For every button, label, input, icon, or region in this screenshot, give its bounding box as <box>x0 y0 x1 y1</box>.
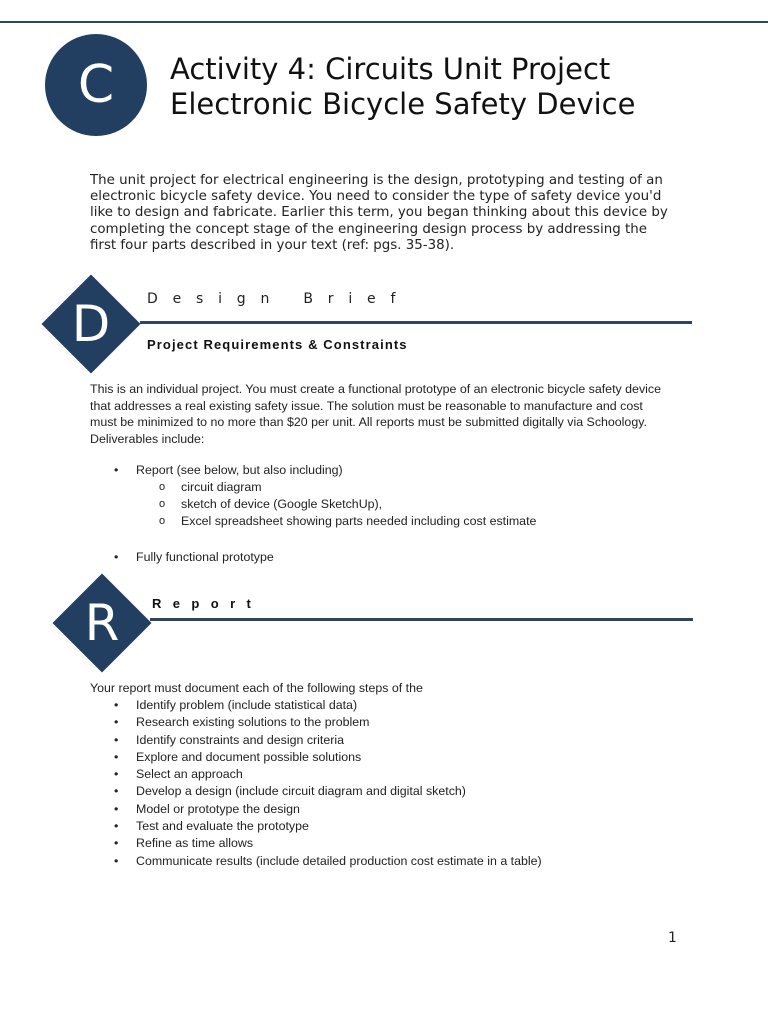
step-label: Select an approach <box>136 767 243 782</box>
bullet-symbol: • <box>114 819 119 834</box>
deliverable-label: Fully functional prototype <box>136 550 274 564</box>
deliverables-list-continued <box>90 549 274 566</box>
bullet-symbol: • <box>114 801 119 816</box>
list-item <box>90 714 542 731</box>
report-rule <box>150 618 693 621</box>
step-label: Communicate results (include detailed production cost estimate in a table) <box>136 853 542 868</box>
bullet-symbol: • <box>114 853 119 868</box>
list-item <box>90 732 542 749</box>
design-brief-badge-letter: D <box>71 295 111 353</box>
list-item <box>90 801 542 818</box>
design-brief-rule <box>140 321 692 324</box>
list-item <box>90 749 542 766</box>
report-heading: Report <box>152 596 263 611</box>
bullet-symbol: • <box>114 715 119 730</box>
report-intro: Your report must document each of the following steps of the <box>90 681 423 695</box>
activity-badge <box>45 34 147 136</box>
sub-item-label: sketch of device (Google SketchUp), <box>181 497 383 511</box>
bullet-symbol: • <box>114 749 119 764</box>
list-item <box>90 783 542 800</box>
deliverable-label: Report (see below, but also including) <box>136 463 343 477</box>
list-item <box>90 766 542 783</box>
report-badge <box>67 588 137 658</box>
list-item <box>136 496 536 513</box>
top-rule <box>0 21 768 23</box>
step-label: Develop a design (include circuit diagram and digital sketch) <box>136 784 466 799</box>
bullet-symbol: • <box>114 463 119 477</box>
list-item <box>90 697 542 714</box>
sub-bullet-symbol: o <box>159 498 166 510</box>
bullet-symbol: • <box>114 732 119 747</box>
deliverables-list <box>90 462 536 530</box>
requirements-subheading: Project Requirements & Constraints <box>147 337 408 352</box>
page-title <box>170 52 635 122</box>
list-item <box>90 462 536 530</box>
design-brief-heading: Design Brief <box>147 291 411 307</box>
step-label: Model or prototype the design <box>136 801 300 816</box>
deliverable-sub-list <box>136 479 536 530</box>
bullet-symbol: • <box>114 550 119 564</box>
list-item <box>90 853 542 870</box>
sub-bullet-symbol: o <box>159 481 166 493</box>
step-label: Test and evaluate the prototype <box>136 819 309 834</box>
step-label: Identify problem (include statistical data) <box>136 698 358 712</box>
intro-paragraph: The unit project for electrical engineering is the design, prototyping and testing of an electronic bicycle safety device. You need to consider the type of safety device you'd like to design and fabricate. Earlier this term, you began thinking about this device by completing the concept stage of the engineering design process by addressing the first four parts described in your text (ref: pgs. 35-38). <box>90 173 668 253</box>
title-line-1: Activity 4: Circuits Unit Project <box>170 52 611 86</box>
title-line-2: Electronic Bicycle Safety Device <box>170 87 636 121</box>
list-item <box>90 818 542 835</box>
list-item <box>90 835 542 852</box>
activity-badge-letter: C <box>77 55 115 115</box>
step-label: Identify constraints and design criteria <box>136 732 344 747</box>
list-item <box>136 479 536 496</box>
bullet-symbol: • <box>114 698 119 712</box>
bullet-symbol: • <box>114 836 119 851</box>
step-label: Explore and document possible solutions <box>136 749 362 764</box>
bullet-symbol: • <box>114 767 119 782</box>
step-label: Refine as time allows <box>136 836 254 851</box>
page-number: 1 <box>668 930 677 946</box>
list-item <box>90 549 274 566</box>
step-label: Research existing solutions to the problem <box>136 715 370 730</box>
requirements-paragraph: This is an individual project. You must create a functional prototype of an electronic bicycle safety device that addresses a real existing safety issue. The solution must be reasonable to manufacture and cost must be minimized to no more than $20 per unit. All reports must be submitted digitally via Schoology. Deliverables include: <box>90 382 661 446</box>
report-badge-letter: R <box>84 594 120 652</box>
sub-item-label: circuit diagram <box>181 480 262 494</box>
bullet-symbol: • <box>114 784 119 799</box>
sub-item-label: Excel spreadsheet showing parts needed including cost estimate <box>181 514 537 528</box>
list-item <box>136 513 536 530</box>
design-brief-badge <box>56 289 126 359</box>
report-steps-list <box>90 697 542 870</box>
sub-bullet-symbol: o <box>159 515 166 527</box>
